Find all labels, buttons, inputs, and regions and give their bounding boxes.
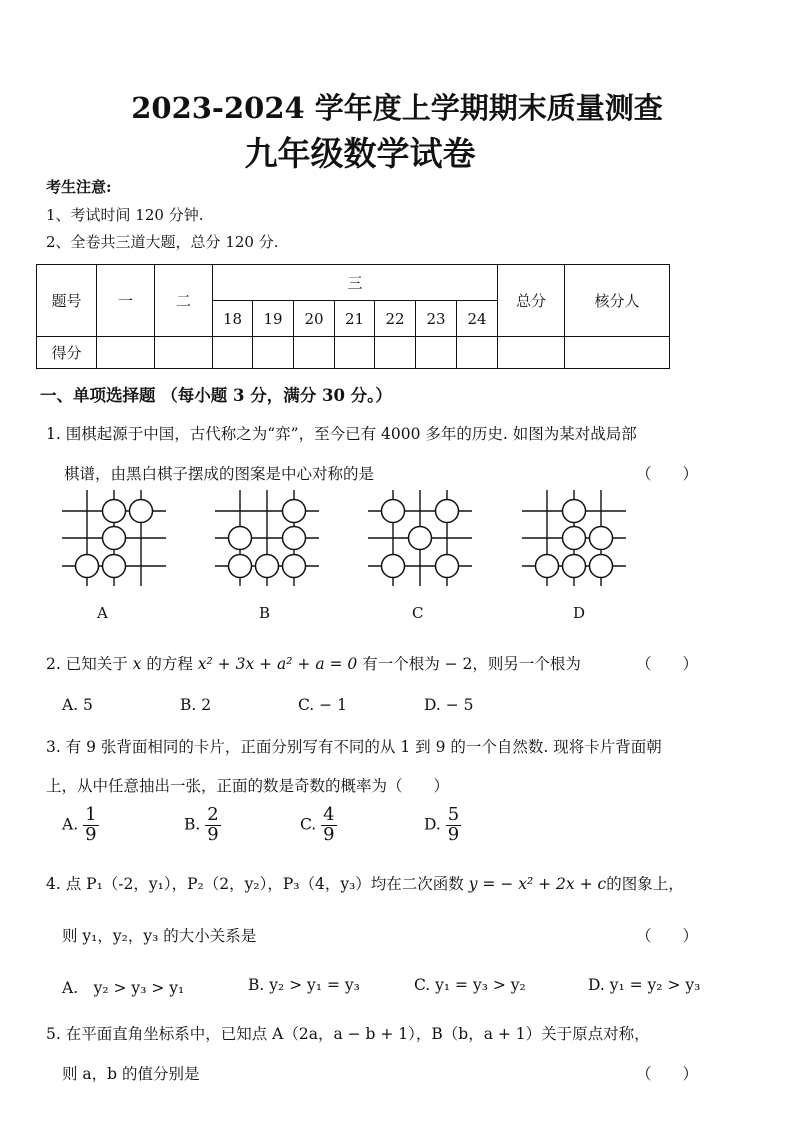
q3-option-a[interactable]: A. $\frac{1}{9}$: [62, 804, 97, 845]
col-q18: 18: [213, 301, 253, 337]
q4-line1: 4. 点 P₁（-2，y₁），P₂（2，y₂），P₃（4，y₃）均在二次函数 y = − x² + 2x + c的图象上，: [46, 875, 684, 893]
exam-title: 2023-2024 学年度上学期期末质量测查: [131, 91, 663, 125]
notice-heading: 考生注意:: [46, 178, 112, 196]
score-cell[interactable]: [498, 337, 565, 369]
q1-line2: 棋谱，由黑白棋子摆成的图案是中心对称的是: [64, 465, 375, 483]
q5-answer-paren[interactable]: （ ）: [636, 1065, 699, 1083]
score-cell[interactable]: [253, 337, 294, 369]
score-cell[interactable]: [155, 337, 213, 369]
col-q22: 22: [375, 301, 416, 337]
col-q20: 20: [294, 301, 335, 337]
col-q19: 19: [253, 301, 294, 337]
score-cell[interactable]: [416, 337, 457, 369]
go-diagram-b: [213, 488, 323, 588]
col-q23: 23: [416, 301, 457, 337]
go-diagram-c: [366, 488, 476, 588]
q2-option-a[interactable]: A. 5: [62, 696, 93, 714]
col-q24: 24: [457, 301, 498, 337]
q1-answer-paren[interactable]: （ ）: [636, 465, 699, 483]
q4-option-a[interactable]: A. y₂ > y₃ > y₁: [62, 979, 185, 997]
q4-option-c[interactable]: C. y₁ = y₃ > y₂: [414, 976, 526, 994]
figure-label-d: D: [573, 604, 586, 622]
exam-subtitle: 九年级数学试卷: [244, 134, 476, 173]
q2-answer-paren[interactable]: （ ）: [636, 655, 699, 673]
score-cell[interactable]: [565, 337, 670, 369]
col-total: 总分: [498, 265, 565, 337]
figure-label-a: A: [97, 604, 108, 622]
q3-option-b[interactable]: B. $\frac{2}{9}$: [184, 804, 219, 845]
q3-option-c[interactable]: C. $\frac{4}{9}$: [300, 804, 335, 845]
q2-equation: x² + 3x + a² + a = 0: [197, 655, 358, 673]
figure-label-c: C: [412, 604, 424, 622]
col-section-1: 一: [97, 265, 155, 337]
q2-option-c[interactable]: C. − 1: [298, 696, 347, 714]
score-cell[interactable]: [213, 337, 253, 369]
figure-label-b: B: [259, 604, 271, 622]
score-cell[interactable]: [457, 337, 498, 369]
q3-line2: 上，从中任意抽出一张，正面的数是奇数的概率为（ ）: [46, 777, 450, 795]
col-section-3-group: 三: [213, 265, 498, 301]
col-q21: 21: [335, 301, 375, 337]
q4-option-d[interactable]: D. y₁ = y₂ > y₃: [588, 976, 701, 994]
col-section-2: 二: [155, 265, 213, 337]
q4-function: y = − x² + 2x + c: [468, 875, 607, 893]
score-cell[interactable]: [97, 337, 155, 369]
q5-line2: 则 a，b 的值分别是: [62, 1065, 200, 1083]
q2-option-b[interactable]: B. 2: [180, 696, 212, 714]
score-cell[interactable]: [375, 337, 416, 369]
score-cell[interactable]: [294, 337, 335, 369]
q3-option-d[interactable]: D. $\frac{5}{9}$: [424, 804, 460, 845]
row-label-score: 得分: [37, 337, 97, 369]
col-checker: 核分人: [565, 265, 670, 337]
go-diagram-d: [520, 488, 630, 588]
q2-option-d[interactable]: D. − 5: [424, 696, 474, 714]
row-label-question: 题号: [37, 265, 97, 337]
q1-line1: 1. 围棋起源于中国，古代称之为“弈”，至今已有 4000 多年的历史. 如图为某对战局部: [46, 425, 637, 443]
score-table: [36, 264, 670, 369]
q2-stem: 2. 已知关于 x 的方程 x² + 3x + a² + a = 0 有一个根为 − 2，则另一个根为: [46, 655, 581, 673]
q3-line1: 3. 有 9 张背面相同的卡片，正面分别写有不同的从 1 到 9 的一个自然数. 现将卡片背面朝: [46, 738, 662, 756]
score-cell[interactable]: [335, 337, 375, 369]
notice-item-2: 2、全卷共三道大题，总分 120 分.: [46, 233, 279, 251]
section-1-heading: 一、单项选择题 （每小题 3 分，满分 30 分。）: [40, 386, 392, 405]
q4-option-b[interactable]: B. y₂ > y₁ = y₃: [248, 976, 360, 994]
q4-answer-paren[interactable]: （ ）: [636, 927, 699, 945]
q4-line2: 则 y₁，y₂，y₃ 的大小关系是: [62, 927, 257, 945]
notice-item-1: 1、考试时间 120 分钟.: [46, 206, 204, 224]
q5-line1: 5. 在平面直角坐标系中，已知点 A（2a，a − b + 1），B（b，a + 1）关于原点对称，: [46, 1025, 650, 1043]
go-diagram-a: [60, 488, 170, 588]
